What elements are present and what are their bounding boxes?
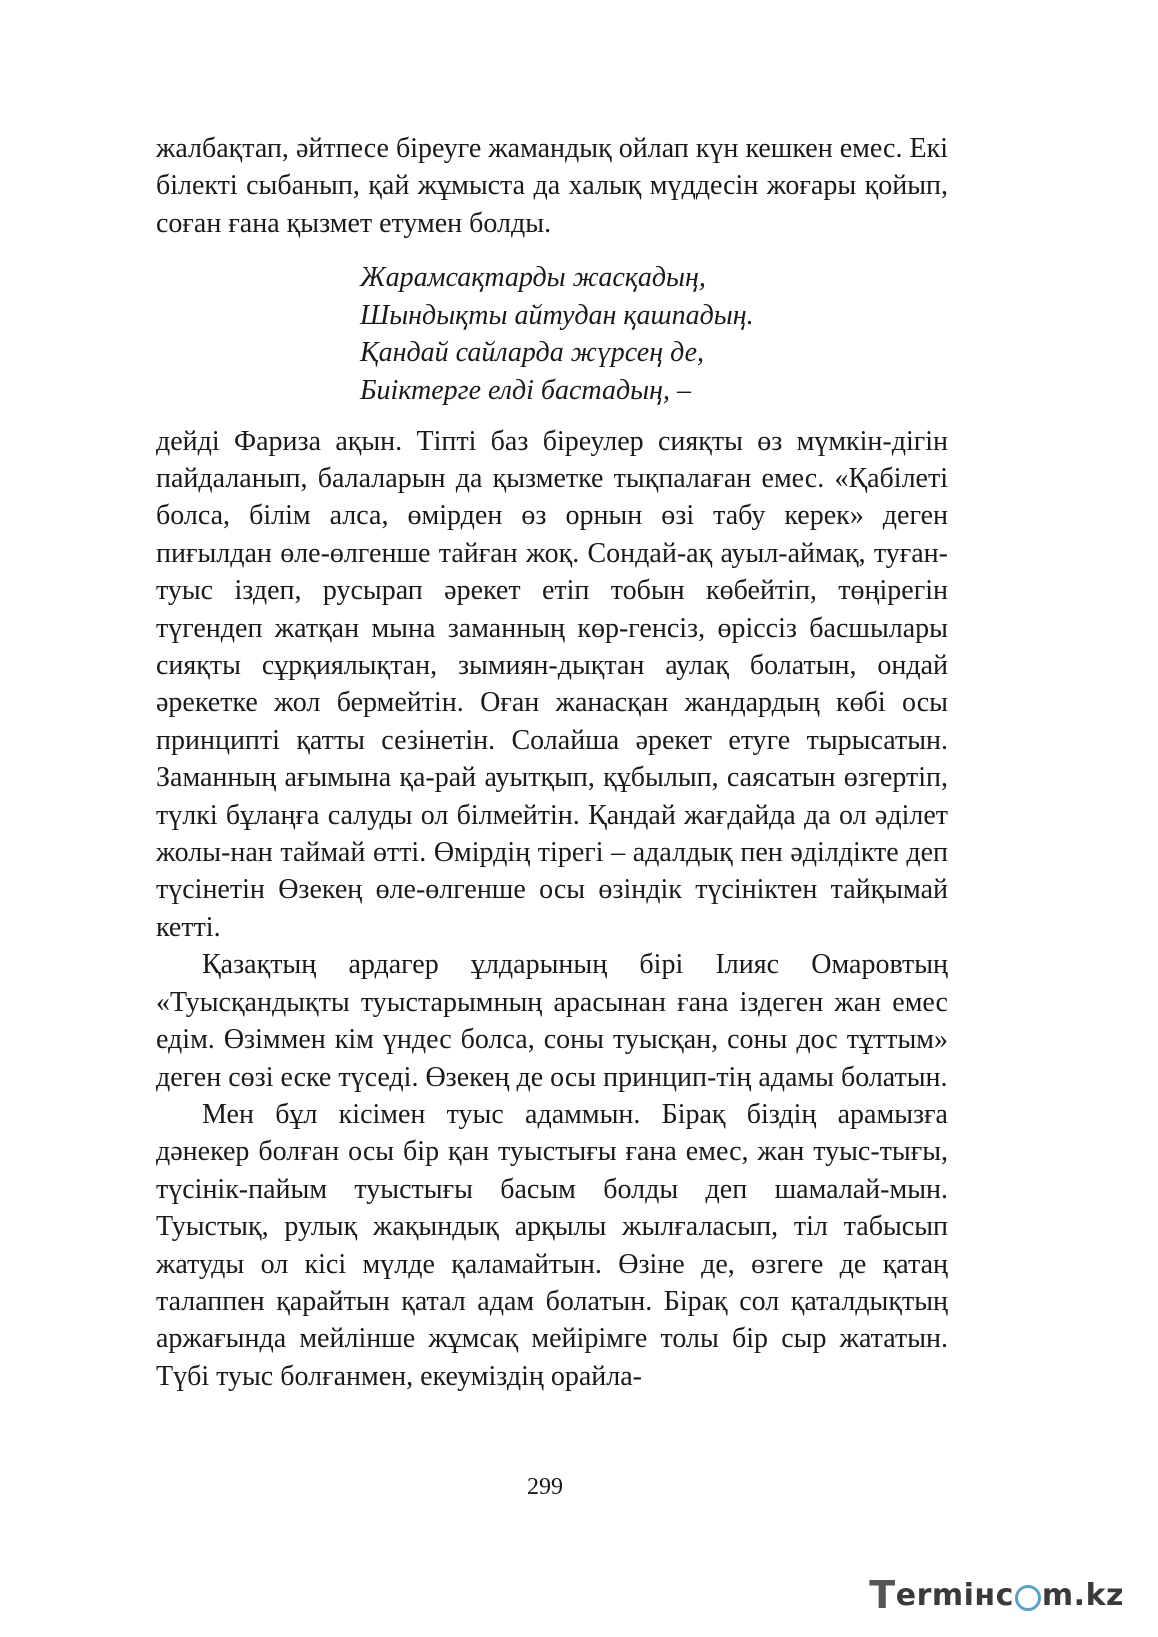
paragraph-after-verse: дейді Фариза ақын. Тіпті баз біреулер сияқты өз мүмкін-дігін пайдаланып, балаларын да қызметке тықпалаған емес. «Қабілеті болса, білім алса, өмірден өз орнын өзі табу керек» деген пиғылдан өле-өлгенше тайған жоқ. Сондай-ақ ауыл-аймақ, туған-туыс іздеп, русырап әрекет етіп тобын көбейтіп, төңірегін түгендеп жатқан мына заманның көр-генсіз, өріссіз басшылары сияқты сұрқиялықтан, зымиян-дықтан аулақ болатын, ондай әрекетке жол бермейтін. Оған жанасқан жандардың көбі осы принципті қатты сезінетін. Солайша әрекет етуге тырысатын. Заманның ағымына қа-рай ауытқып, құбылып, саясатын өзгертіп, түлкі бұлаңға салуды ол білмейтін. Қандай жағдайда да ол әділет жолы-нан таймай өтті. Өмірдің тірегі – адалдық пен әділдікте деп түсінетін Өзекең өле-өлгенше осы өзіндік түсініктен тайқымай кетті.: [156, 425, 948, 943]
paragraph-intro: жалбақтап, әйтпесе біреуге жамандық ойлап күн кешкен емес. Екі білекті сыбанып, қай жұмыста да халық мүддесін жоғары қойып, соған ғана қызмет етумен болды.: [156, 133, 948, 239]
verse-line-4: Биіктерге елді бастадың, –: [360, 375, 691, 406]
verse-line-1: Жарамсақтарды жасқадың,: [360, 262, 706, 294]
verse-block: [360, 259, 948, 409]
watermark-circle-icon: [1015, 1585, 1041, 1611]
page-number: 299: [527, 1474, 563, 1500]
verse-line-3: Қандай сайларда жүрсең де,: [360, 337, 705, 369]
watermark-text-mid: ermінc: [895, 1577, 1014, 1613]
paragraph-iliyas: Қазақтың ардагер ұлдарының бірі Ілияс Омаровтың «Туысқандықты туыстарымның арасынан ғана іздеген жан емес едім. Өзіммен кім үндес болса, соны туысқан, соны дос тұттым» деген сөзі еске түседі. Өзекең де осы принцип-тің адамы болатын.: [156, 949, 948, 1093]
page-body: [156, 130, 948, 1395]
verse-line-2: Шындықты айтудан қашпадың.: [360, 299, 754, 331]
watermark-t: T: [869, 1573, 896, 1617]
watermark-logo: [869, 1573, 1124, 1617]
watermark-text-end: m.kz: [1041, 1577, 1124, 1613]
paragraph-relative: Мен бұл кісімен туыс адаммын. Бірақ біздің арамызға дәнекер болған осы бір қан туыстығы ғана емес, жан туыс-тығы, түсінік-пайым туыстығы басым болды деп шамалай-мын. Туыстық, рулық жақындық арқылы жылғаласып, тіл табысып жатуды ол кісі мүлде қаламайтын. Өзіне де, өзгеге де қатаң талаппен қарайтын қатал адам болатын. Бірақ сол қаталдықтың аржағында мейлінше жұмсақ мейірімге толы бір сыр жататын. Түбі туыс болғанмен, екеуміздің орайла-: [156, 1098, 948, 1392]
